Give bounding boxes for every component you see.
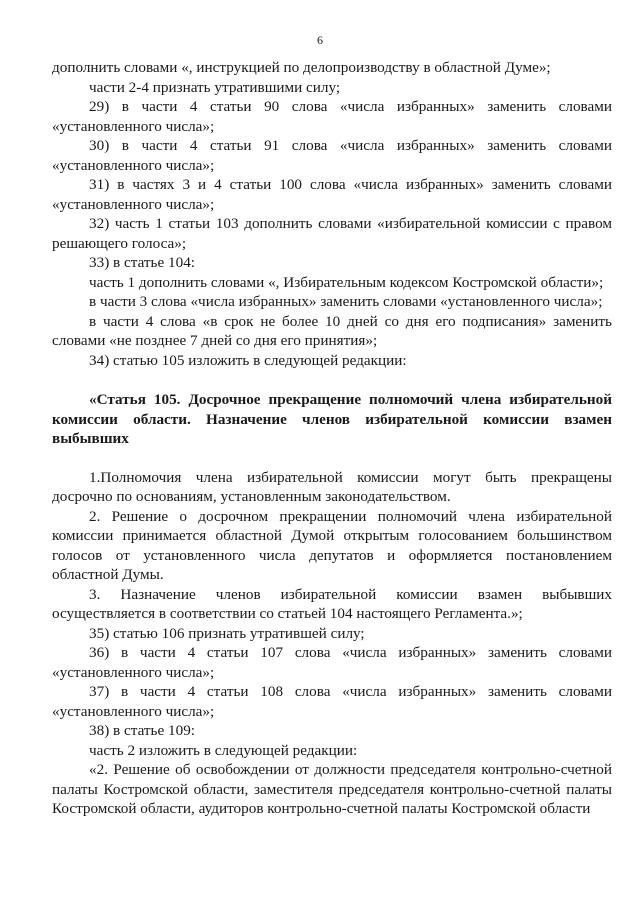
paragraph: 37) в части 4 статьи 108 слова «числа избранных» заменить словами «установленного числа»;: [52, 683, 612, 720]
article-heading: «Статья 105. Досрочное прекращение полномочий члена избирательной комиссии области. Назначение членов избирательной комиссии взамен выбывших: [52, 391, 612, 447]
paragraph: часть 1 дополнить словами «, Избирательным кодексом Костромской области»;: [89, 273, 604, 291]
paragraph: дополнить словами «, инструкцией по делопроизводству в областной Думе»;: [52, 59, 551, 76]
paragraph: 36) в части 4 статьи 107 слова «числа избранных» заменить словами «установленного числа»;: [52, 644, 612, 681]
paragraph: части 2-4 признать утратившими силу;: [89, 78, 341, 96]
paragraph: 1.Полномочия члена избирательной комиссии могут быть прекращены досрочно по основаниям, установленным законодательством.: [52, 468, 612, 505]
paragraph: 32) часть 1 статьи 103 дополнить словами «избирательной комиссии с правом решающего голоса»;: [52, 215, 612, 252]
paragraph: 38) в статье 109:: [89, 722, 196, 739]
document-body: [52, 58, 612, 819]
paragraph: 33) в статье 104:: [89, 254, 196, 271]
paragraph: 30) в части 4 статьи 91 слова «числа избранных» заменить словами «установленного числа»;: [52, 137, 612, 174]
paragraph: «2. Решение об освобождении от должности председателя контрольно-счетной палаты Костромской области, заместителя председателя контрольно-счетной палаты Костромской области, аудиторов контрольно-счетной палаты Костромской области: [52, 761, 612, 817]
paragraph: часть 2 изложить в следующей редакции:: [89, 741, 358, 759]
paragraph: 31) в частях 3 и 4 статьи 100 слова «числа избранных» заменить словами «установленного числа»;: [52, 176, 612, 213]
paragraph: в части 4 слова «в срок не более 10 дней со дня его подписания» заменить словами «не позднее 7 дней со дня его принятия»;: [52, 312, 612, 349]
paragraph: 34) статью 105 изложить в следующей редакции:: [89, 351, 407, 369]
page-number: 6: [317, 33, 323, 47]
paragraph: 35) статью 106 признать утратившей силу;: [89, 624, 365, 642]
paragraph: в части 3 слова «числа избранных» заменить словами «установленного числа»;: [89, 293, 603, 310]
paragraph: 29) в части 4 статьи 90 слова «числа избранных» заменить словами «установленного числа»;: [52, 98, 612, 135]
paragraph: 3. Назначение членов избирательной комиссии взамен выбывших осуществляется в соответствии со статьей 104 настоящего Регламента.»;: [52, 585, 612, 622]
paragraph: 2. Решение о досрочном прекращении полномочий члена избирательной комиссии принимается областной Думой открытым голосованием большинством голосов от установленного числа депутатов и оформляется постановлением областной Думы.: [52, 507, 612, 583]
